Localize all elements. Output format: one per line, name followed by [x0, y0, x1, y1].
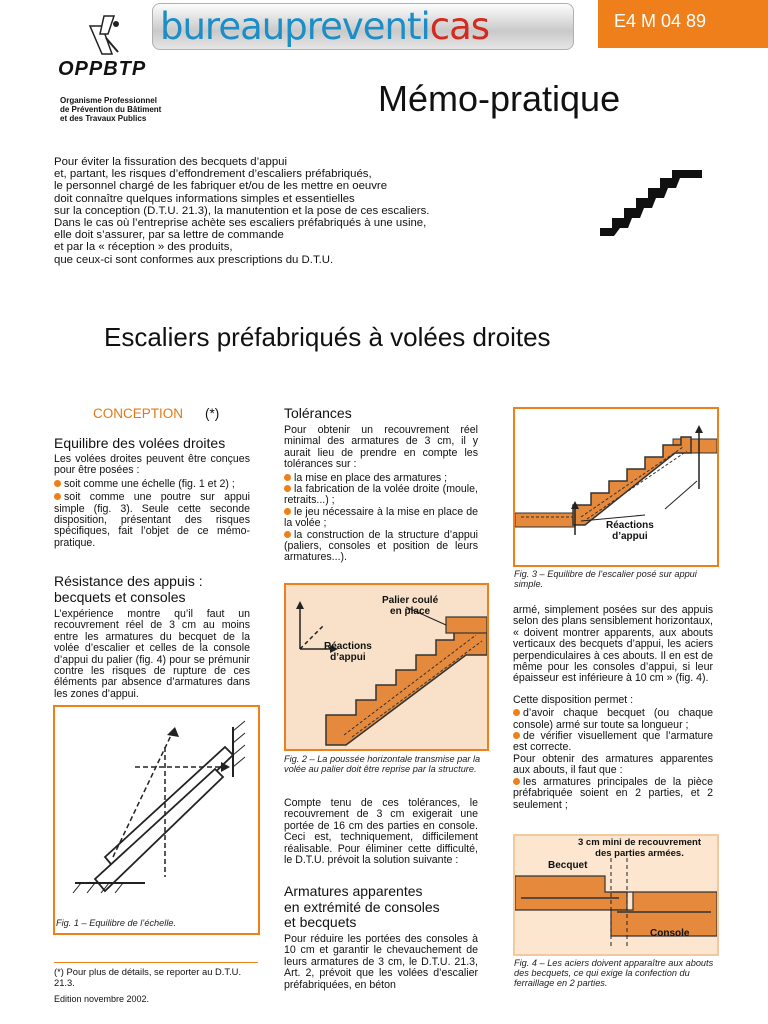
figure-3-label-reactions: Réactions d’appui	[606, 520, 654, 542]
figure-3-caption: Fig. 3 – Equilibre de l’escalier posé sur appui simple.	[514, 569, 697, 589]
col2-text-block: Pour obtenir un recouvrement réel minimal des armatures de 3 cm, il y aurait lieu de prendre en compte les tolérances sur : la mise en place des armatures ; la fabrication de la volée droite (moule, retraits...) ; le jeu nécessaire à la mise en place de la volée ; la construction de la structure d’appui (paliers, consoles et position de leurs armatures...).	[284, 424, 478, 564]
bullet-dot	[284, 474, 291, 481]
document-type-title: Mémo-pratique	[378, 78, 621, 119]
banner-logo-text: bureaupreventicas	[160, 5, 490, 48]
col3-text-block: armé, simplement posées sur des appuis selon des plans sensiblement horizontaux, « doivent montrer apparents, aux abouts verticaux des becquets d’appui, les aciers perpendiculaires à ces abouts. Il en est de même pour les consoles d’appui, si leur épaisseur est inférieure à 10 cm » (fig. 4). Cette disposition permet : d’avoir chaque becquet (ou chaque console) armé sur toute sa longueur ; de vérifier visuellement que l’armature est correcte. Pour obtenir des armatures apparentes aux abouts, il faut que : les armatures principales de la pièce préfabriquée soient en 2 parties, et 2 seulement ;	[513, 604, 713, 811]
figure-4-label-overlap: 3 cm mini de recouvrement des parties armées.	[578, 837, 702, 859]
heading-tolerances: Tolérances	[284, 405, 352, 421]
section-heading-conception: CONCEPTION (*)	[93, 406, 220, 421]
ladder-diagram	[55, 707, 258, 933]
edition-date: Edition novembre 2002.	[54, 994, 150, 1004]
bullet-dot	[513, 732, 520, 739]
figure-1-caption: Fig. 1 – Equilibre de l’échelle.	[56, 918, 177, 928]
bullet-dot	[54, 480, 61, 487]
figure-4-label-console: Console	[650, 928, 690, 939]
intro-paragraph: Pour éviter la fissuration des becquets d’appui et, partant, les risques d’effondrement d’escaliers préfabriqués, le personnel chargé de les fabriquer et/ou de les mettre en oeuvre doit connaître quelques informations simples et essentielles sur la conception (D.T.U. 21.3), la manutention et la pose de ces escaliers. Dans le cas où l’entreprise achète ses escaliers préfabriqués à une usine, elle doit s’assurer, par sa lettre de commande et par la « réception » des produits, que ceux-ci sont conformes aux prescriptions du D.T.U.	[54, 156, 430, 266]
heading-equilibre: Equilibre des volées droites	[54, 435, 226, 451]
col2-paragraph-armatures: Pour réduire les portées des consoles à 10 cm et garantir le chevauchement de leurs armatures de 3 cm, le D.T.U. 21.3, Art. 2, prévoit que les volées d’escalier préfabriquées, en béton	[284, 933, 478, 991]
col1-text-block: Les volées droites peuvent être conçues pour être posées : soit comme une échelle (fig. 1 et 2) ; soit comme une poutre sur appui simple (fig. 3). Seule cette seconde disposition, présentant des risques spécifiques, fait l’objet de ce mémo-pratique.	[54, 453, 250, 549]
col1-paragraph-resistance: L’expérience montre qu’il faut un recouvrement réel de 3 cm au moins entre les armatures du becquet de la volée d’escalier et celles de la console d’appui du palier (fig. 4) pour se prémunir contre les risques de rupture de ces éléments par absence d’armatures dans les zones d’appui.	[54, 608, 250, 700]
figure-1	[53, 705, 260, 935]
figure-2-caption: Fig. 2 – La poussée horizontale transmise par la volée au palier doit être reprise par la structure.	[284, 754, 481, 774]
document-code: E4 M 04 89	[614, 11, 707, 31]
heading-armatures: Armatures apparentes en extrémité de consoles et becquets	[284, 883, 440, 930]
oppbtp-logo-icon	[82, 14, 132, 58]
bullet-dot	[284, 485, 291, 492]
footnote-divider	[54, 962, 258, 963]
page-title: Escaliers préfabriqués à volées droites	[104, 322, 551, 352]
bullet-dot	[54, 493, 61, 500]
bullet-dot	[284, 531, 291, 538]
figure-2-label-reactions: Réactions d’appui	[324, 641, 372, 663]
figure-4-caption: Fig. 4 – Les aciers doivent apparaître aux abouts des becquets, ce qui exige la confection du ferraillage en 2 parties.	[514, 958, 714, 988]
heading-resistance: Résistance des appuis : becquets et consoles	[54, 573, 203, 605]
staircase-icon	[598, 168, 706, 238]
bullet-dot	[284, 508, 291, 515]
figure-3	[513, 407, 719, 567]
figure-4-label-becquet: Becquet	[548, 860, 588, 871]
bullet-dot	[513, 709, 520, 716]
figure-2-label-landing: Palier coulé en place	[382, 595, 439, 617]
bullet-dot	[513, 778, 520, 785]
org-description: Organisme Professionnel de Prévention du Bâtiment et des Travaux Publics	[60, 96, 162, 123]
footnote: (*) Pour plus de détails, se reporter au D.T.U. 21.3.	[54, 966, 242, 988]
org-name: OPPBTP	[58, 58, 147, 80]
col2-paragraph-tolerances: Compte tenu de ces tolérances, le recouvrement de 3 cm exigerait une portée de 16 cm des parties en console. Ceci est, techniquement, difficilement réalisable. Pour éliminer cette difficulté, le D.T.U. prévoit la solution suivante :	[284, 797, 478, 867]
